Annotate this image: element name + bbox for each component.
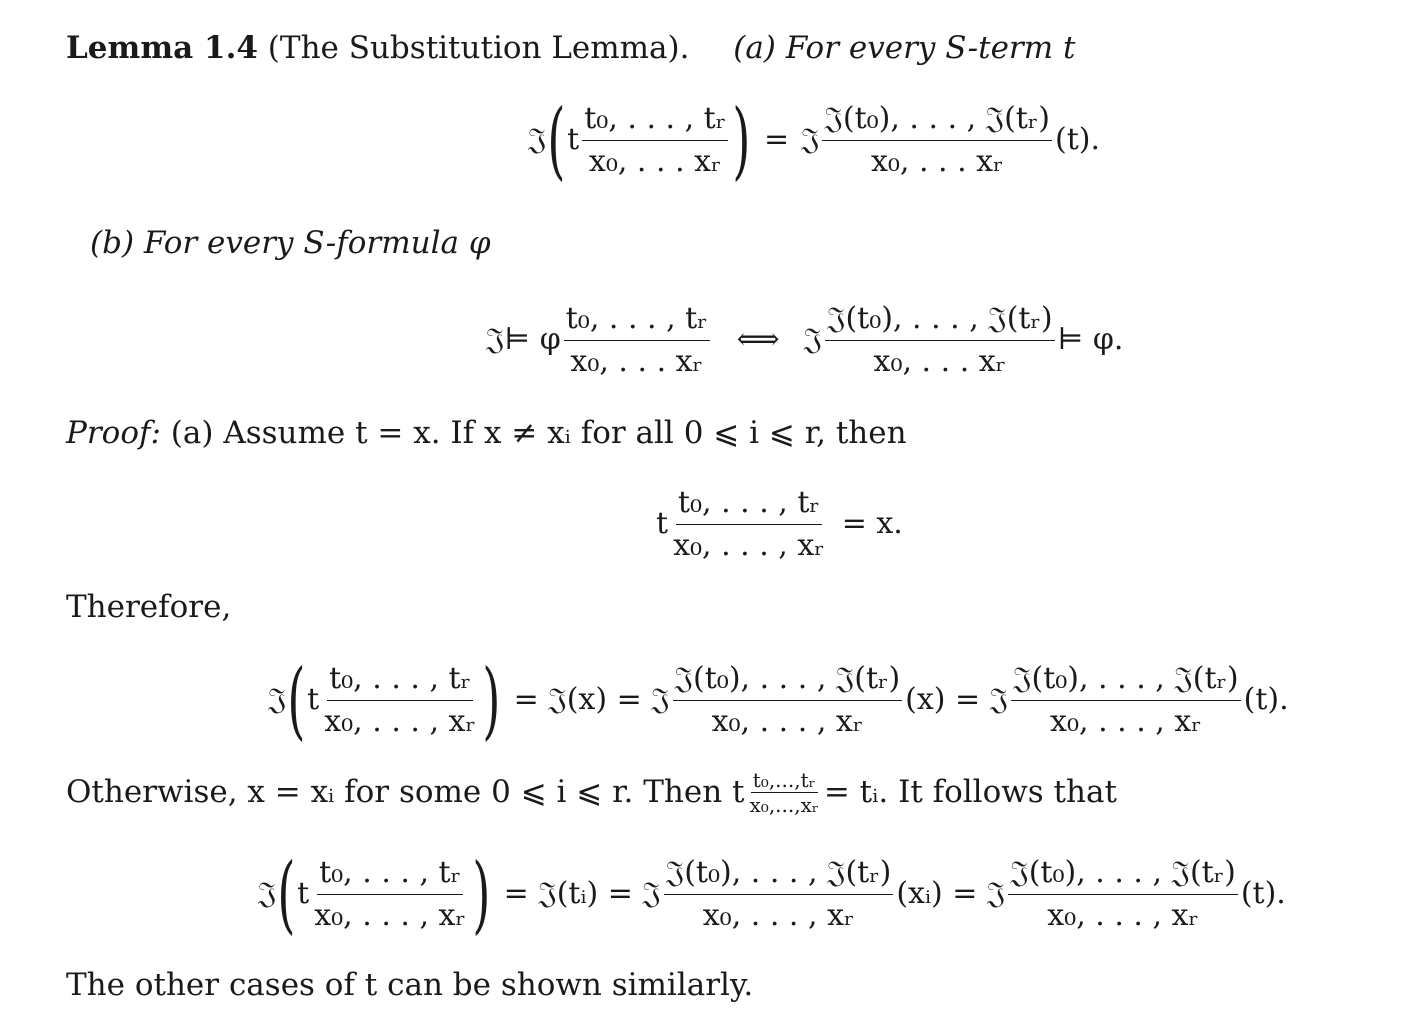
interpretation-fraction — [664, 854, 894, 933]
lemma-name: (The Substitution Lemma). — [267, 30, 690, 66]
equation-b — [486, 290, 1123, 390]
fraction-denominator: x₀, . . . xᵣ — [870, 143, 1004, 179]
equation-middle: = 𝔍(x) = 𝔍 — [513, 682, 670, 717]
fraction-denominator: x₀, . . . , xᵣ — [324, 703, 476, 739]
otherwise-line — [66, 770, 1117, 815]
fraction-numerator: 𝔍(t₀), . . . , 𝔍(tᵣ) — [822, 104, 1052, 141]
equation-a: 𝔍 ( t $\frac{\text{t₀, . . . , tᵣ}}{\text{x₀, . . . xᵣ}}$ ) = 𝔍 $\frac{\text{𝔍(t₀), . . . , 𝔍(tᵣ)}}{\text{x₀, . . . xᵣ}}$ (t). — [528, 91, 1100, 189]
term-head: t — [297, 876, 310, 911]
term-head: t — [567, 122, 580, 157]
lemma-label: Lemma 1.4 — [66, 30, 258, 66]
fraction-denominator: x₀, . . . , xᵣ — [702, 897, 855, 933]
equation-middle: = 𝔍(tᵢ) = 𝔍 — [503, 876, 661, 911]
lemma-part-b: (b) For every S-formula φ — [90, 225, 491, 261]
satisfies-phi: ⊨ φ — [504, 322, 561, 357]
term-head: t — [656, 506, 669, 541]
equation-tail: (t). — [1054, 122, 1100, 157]
otherwise-text-after: = tᵢ. It follows that — [823, 774, 1117, 810]
equation-tail: (t). — [1243, 682, 1289, 717]
iff-sign: ⟺ — [736, 322, 780, 357]
equation-tail: ⊨ φ. — [1057, 322, 1124, 357]
inline-substitution-fraction — [748, 770, 821, 815]
fraction-denominator: x₀,...,xᵣ — [749, 793, 819, 817]
interpretation-symbol: 𝔍 — [486, 322, 505, 357]
fraction-numerator: t₀, . . . , tᵣ — [676, 488, 822, 525]
interpretation-symbol: 𝔍 — [801, 122, 820, 157]
equals-sign: = — [763, 122, 790, 157]
equation-tail: = x. — [841, 506, 903, 541]
equation-middle: (xᵢ) = 𝔍 — [896, 876, 1006, 911]
lemma-part-a: (a) For every S-term t — [733, 30, 1076, 66]
fraction-numerator: t₀, . . . , tᵣ — [327, 664, 473, 701]
interpretation-symbol: 𝔍 — [803, 322, 823, 357]
lemma-heading — [66, 30, 1076, 66]
proof-text: (a) Assume t = x. If x ≠ xᵢ for all 0 ⩽ i ⩽ r, then — [170, 415, 907, 451]
therefore-text: Therefore, — [66, 589, 232, 625]
interpretation-symbol: 𝔍 — [528, 122, 547, 157]
fraction-denominator: x₀, . . . xᵣ — [873, 343, 1007, 379]
otherwise-text: Otherwise, x = xᵢ for some 0 ⩽ i ⩽ r. Then t — [66, 774, 745, 810]
equation-middle: (x) = 𝔍 — [905, 682, 1009, 717]
equation-case-2: 𝔍 ( t $\frac{\text{t₀, . . . , tᵣ}}{\text{x₀, . . . , xᵣ}}$ ) = 𝔍(tᵢ) = 𝔍 $\frac{\text{𝔍(t₀), . . . , 𝔍(tᵣ)}}{\text{x₀, . . . , xᵣ}}$ (xᵢ) = 𝔍 $\frac{\text{𝔍(t₀), . . . , 𝔍(tᵣ)}}{\text{x₀, . . . , xᵣ}}$ (t). — [258, 845, 1286, 943]
interpretation-fraction — [1011, 660, 1241, 739]
interpretation-fraction — [822, 100, 1052, 179]
interpretation-fraction — [673, 660, 903, 739]
substitution-fraction — [582, 100, 728, 179]
term-head: t — [307, 682, 320, 717]
fraction-numerator: t₀, . . . , tᵣ — [317, 858, 463, 895]
interpretation-fraction — [1008, 854, 1238, 933]
fraction-numerator: t₀,...,tᵣ — [752, 768, 816, 792]
closing-text: The other cases of t can be shown similarly. — [66, 967, 754, 1003]
fraction-denominator: x₀, . . . , xᵣ — [1050, 703, 1202, 739]
equation-substitution-x — [656, 474, 903, 574]
fraction-denominator: x₀, . . . xᵣ — [570, 343, 703, 379]
fraction-denominator: x₀, . . . xᵣ — [588, 143, 722, 179]
fraction-numerator: 𝔍(t₀), . . . , 𝔍(tᵣ) — [1008, 858, 1238, 895]
fraction-numerator: 𝔍(t₀), . . . , 𝔍(tᵣ) — [664, 858, 894, 895]
fraction-numerator: 𝔍(t₀), . . . , 𝔍(tᵣ) — [673, 664, 903, 701]
fraction-numerator: 𝔍(t₀), . . . , 𝔍(tᵣ) — [825, 304, 1055, 341]
equation-tail: (t). — [1240, 876, 1286, 911]
substitution-fraction — [322, 660, 478, 739]
fraction-numerator: 𝔍(t₀), . . . , 𝔍(tᵣ) — [1011, 664, 1241, 701]
interpretation-fraction — [825, 300, 1055, 379]
interpretation-symbol: 𝔍 — [258, 876, 277, 911]
substitution-fraction — [564, 300, 710, 379]
fraction-denominator: x₀, . . . , xᵣ — [673, 527, 825, 563]
fraction-denominator: x₀, . . . , xᵣ — [314, 897, 466, 933]
fraction-numerator: t₀, . . . , tᵣ — [582, 104, 728, 141]
interpretation-symbol: 𝔍 — [268, 682, 287, 717]
substitution-fraction — [312, 854, 468, 933]
substitution-fraction — [671, 484, 827, 563]
proof-intro — [66, 415, 907, 451]
equation-case-1: 𝔍 ( t $\frac{\text{t₀, . . . , tᵣ}}{\text{x₀, . . . , xᵣ}}$ ) = 𝔍(x) = 𝔍 $\frac{\text{𝔍(t₀), . . . , 𝔍(tᵣ)}}{\text{x₀, . . . , xᵣ}}$ (x) = 𝔍 $\frac{\text{𝔍(t₀), . . . , 𝔍(tᵣ)}}{\text{x₀, . . . , xᵣ}}$ (t). — [268, 651, 1289, 749]
fraction-denominator: x₀, . . . , xᵣ — [711, 703, 864, 739]
fraction-numerator: t₀, . . . , tᵣ — [564, 304, 710, 341]
proof-label: Proof: — [66, 415, 161, 451]
fraction-denominator: x₀, . . . , xᵣ — [1047, 897, 1199, 933]
